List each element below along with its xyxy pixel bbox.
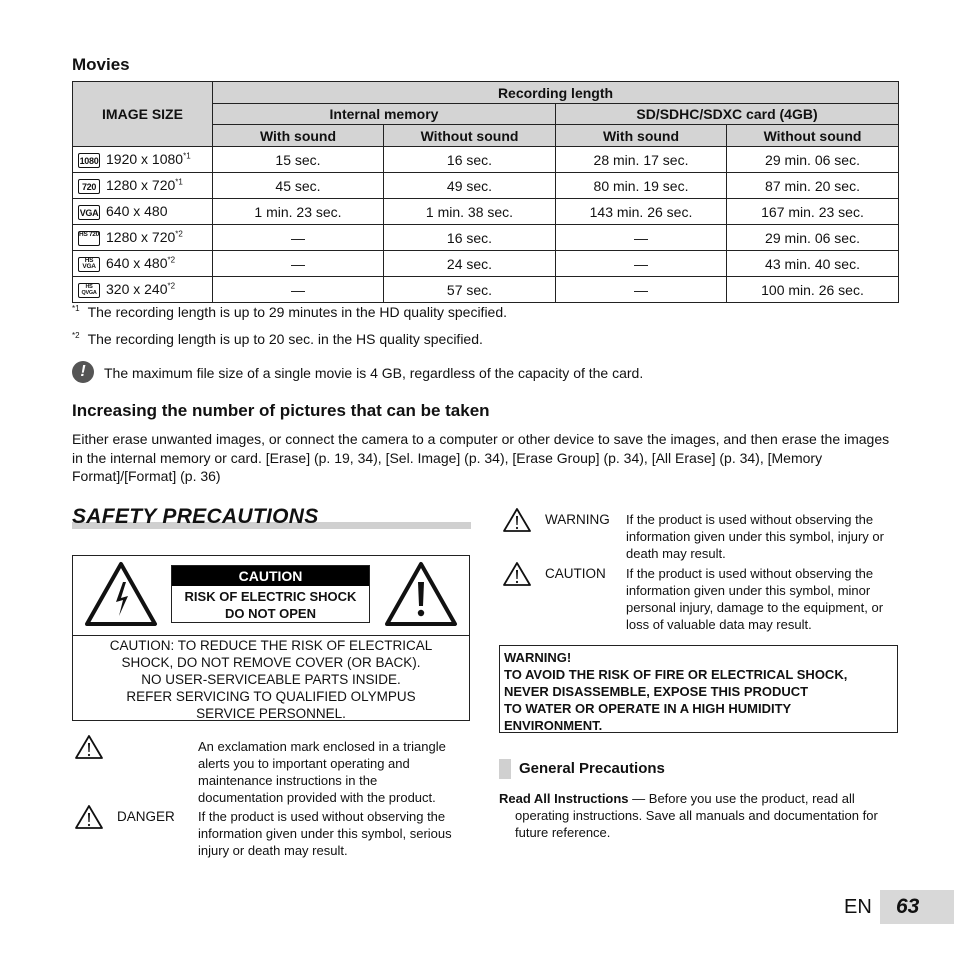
movie-hs-qvga-icon: HS QVGA bbox=[78, 283, 100, 298]
cell-im-without: 57 sec. bbox=[384, 277, 556, 303]
warning-box-line: ENVIRONMENT. bbox=[504, 718, 603, 733]
footnote-mark: *1 bbox=[183, 151, 191, 161]
note-text: The maximum file size of a single movie is 4 GB, regardless of the capacity of the card. bbox=[104, 365, 644, 381]
cell-im-with: 15 sec. bbox=[213, 147, 384, 173]
caution-warning-line: SERVICE PERSONNEL. bbox=[196, 706, 346, 721]
cell-im-without: 49 sec. bbox=[384, 173, 556, 199]
caution-description: If the product is used without observing the information given under this symbol, minor personal injury, damage to the equipment, or loss of valuable data may result. bbox=[626, 566, 884, 632]
movies-heading: Movies bbox=[72, 55, 130, 74]
image-size: 640 x 480 bbox=[106, 203, 168, 220]
header-image-size: IMAGE SIZE bbox=[73, 82, 213, 147]
header-im-with-sound: With sound bbox=[213, 125, 384, 147]
image-size: 640 x 480 bbox=[106, 255, 168, 272]
image-size: 320 x 240 bbox=[106, 281, 168, 298]
warning-box-line: NEVER DISASSEMBLE, EXPOSE THIS PRODUCT bbox=[504, 684, 809, 699]
increasing-heading: Increasing the number of pictures that can be taken bbox=[72, 401, 490, 420]
cell-card-without: 29 min. 06 sec. bbox=[727, 225, 899, 251]
image-size: 1280 x 720 bbox=[106, 177, 176, 194]
cell-card-with: 28 min. 17 sec. bbox=[556, 147, 727, 173]
exclamation-triangle-icon bbox=[74, 734, 104, 760]
safety-title: SAFETY PRECAUTIONS bbox=[72, 505, 319, 528]
exclamation-description: An exclamation mark enclosed in a triangle alerts you to important operating and maintenance instructions in the documentation provided with the product. bbox=[198, 739, 446, 805]
table-row bbox=[73, 199, 899, 225]
cell-im-with: — bbox=[213, 251, 384, 277]
movie-hs-vga-icon: HS VGA bbox=[78, 257, 100, 272]
cell-im-without: 1 min. 38 sec. bbox=[384, 199, 556, 225]
cell-im-with: 45 sec. bbox=[213, 173, 384, 199]
table-row bbox=[73, 225, 899, 251]
caution-header: CAUTION bbox=[172, 566, 369, 586]
image-size: 1920 x 1080 bbox=[106, 151, 184, 168]
cell-card-with: — bbox=[556, 251, 727, 277]
general-precautions-heading: General Precautions bbox=[519, 760, 665, 777]
cell-im-without: 16 sec. bbox=[384, 147, 556, 173]
caution-label: CAUTION bbox=[545, 566, 606, 581]
cell-card-with: — bbox=[556, 277, 727, 303]
danger-label: DANGER bbox=[117, 809, 175, 824]
caution-warning-line: SHOCK, DO NOT REMOVE COVER (OR BACK). bbox=[121, 655, 421, 670]
table-row bbox=[73, 277, 899, 303]
footnote-mark: *2 bbox=[175, 229, 183, 239]
cell-im-without: 24 sec. bbox=[384, 251, 556, 277]
language-label: EN bbox=[844, 896, 872, 918]
cell-card-without: 43 min. 40 sec. bbox=[727, 251, 899, 277]
header-card-without-sound: Without sound bbox=[727, 125, 899, 147]
caution-triangle-icon bbox=[502, 561, 532, 587]
footnote-mark: *1 bbox=[175, 177, 183, 187]
warning-box-line: WARNING! bbox=[504, 650, 572, 665]
movie-1080-icon: 1080 bbox=[78, 153, 100, 168]
cell-card-with: — bbox=[556, 225, 727, 251]
footnote-1 bbox=[72, 304, 507, 320]
table-row bbox=[73, 147, 899, 173]
cell-card-without: 29 min. 06 sec. bbox=[727, 147, 899, 173]
note-exclamation-icon: ! bbox=[72, 361, 94, 383]
warning-box bbox=[499, 645, 898, 733]
danger-description: If the product is used without observing the information given under this symbol, serious injury or death may result. bbox=[198, 809, 452, 858]
cell-card-without: 167 min. 23 sec. bbox=[727, 199, 899, 225]
caution-center-box bbox=[171, 565, 370, 623]
read-text: — Before you use the product, read all bbox=[628, 791, 855, 806]
caution-warning-line: NO USER-SERVICEABLE PARTS INSIDE. bbox=[141, 672, 401, 687]
header-card-with-sound: With sound bbox=[556, 125, 727, 147]
cell-card-with: 80 min. 19 sec. bbox=[556, 173, 727, 199]
risk-line-2: DO NOT OPEN bbox=[224, 606, 316, 621]
caution-divider bbox=[73, 635, 469, 636]
footnote-1-text: The recording length is up to 29 minutes in the HD quality specified. bbox=[87, 304, 508, 320]
movie-vga-icon: VGA bbox=[78, 205, 100, 220]
cell-im-with: 1 min. 23 sec. bbox=[213, 199, 384, 225]
cell-card-without: 87 min. 20 sec. bbox=[727, 173, 899, 199]
page-number: 63 bbox=[896, 895, 920, 918]
table-row bbox=[73, 251, 899, 277]
table-row bbox=[73, 173, 899, 199]
warning-triangle-icon bbox=[502, 507, 532, 533]
risk-line-1: RISK OF ELECTRIC SHOCK bbox=[184, 589, 357, 604]
read-all-instructions bbox=[499, 790, 894, 841]
read-label: Read All Instructions bbox=[499, 791, 629, 806]
movie-hs-720-icon: HS 720 bbox=[78, 231, 100, 246]
footnote-2-text: The recording length is up to 20 sec. in the HS quality specified. bbox=[87, 331, 483, 347]
cell-card-without: 100 min. 26 sec. bbox=[727, 277, 899, 303]
footnote-2 bbox=[72, 331, 483, 347]
danger-triangle-icon bbox=[74, 804, 104, 830]
increasing-body: Either erase unwanted images, or connect the camera to a computer or other device to save the images, and then erase the images in the internal memory or card. [Erase] (p. 19, 34), [Sel. Image] (p. 34), [Erase Group] (p. 34), [All Erase] (p. 34), [Memory Format]/[Format] (p. 36) bbox=[72, 431, 890, 484]
image-size: 1280 x 720 bbox=[106, 229, 176, 246]
exclamation-triangle-icon bbox=[383, 560, 459, 628]
header-internal-memory: Internal memory bbox=[213, 104, 556, 125]
movie-720-icon: 720 bbox=[78, 179, 100, 194]
warning-box-line: TO AVOID THE RISK OF FIRE OR ELECTRICAL SHOCK, bbox=[504, 667, 848, 682]
cell-card-with: 143 min. 26 sec. bbox=[556, 199, 727, 225]
warning-box-line: TO WATER OR OPERATE IN A HIGH HUMIDITY bbox=[504, 701, 792, 716]
footnote-2-mark: *2 bbox=[72, 331, 80, 341]
read-text-continued: operating instructions. Save all manuals and documentation for future reference. bbox=[515, 808, 878, 840]
warning-label: WARNING bbox=[545, 512, 610, 527]
movies-recording-table bbox=[72, 81, 899, 303]
caution-label-box bbox=[72, 555, 470, 721]
cell-im-without: 16 sec. bbox=[384, 225, 556, 251]
cell-im-with: — bbox=[213, 277, 384, 303]
electric-shock-icon bbox=[83, 560, 159, 628]
header-recording-length: Recording length bbox=[213, 82, 899, 104]
footnote-mark: *2 bbox=[167, 281, 176, 291]
warning-description: If the product is used without observing the information given under this symbol, injury or death may result. bbox=[626, 512, 884, 561]
header-card: SD/SDHC/SDXC card (4GB) bbox=[556, 104, 899, 125]
caution-warning-line: REFER SERVICING TO QUALIFIED OLYMPUS bbox=[126, 689, 416, 704]
caution-warning-line: CAUTION: TO REDUCE THE RISK OF ELECTRICAL bbox=[109, 638, 433, 653]
header-im-without-sound: Without sound bbox=[384, 125, 556, 147]
cell-im-with: — bbox=[213, 225, 384, 251]
general-precautions-marker bbox=[499, 759, 511, 779]
footnote-mark: *2 bbox=[167, 255, 176, 265]
footnote-1-mark: *1 bbox=[72, 304, 80, 314]
